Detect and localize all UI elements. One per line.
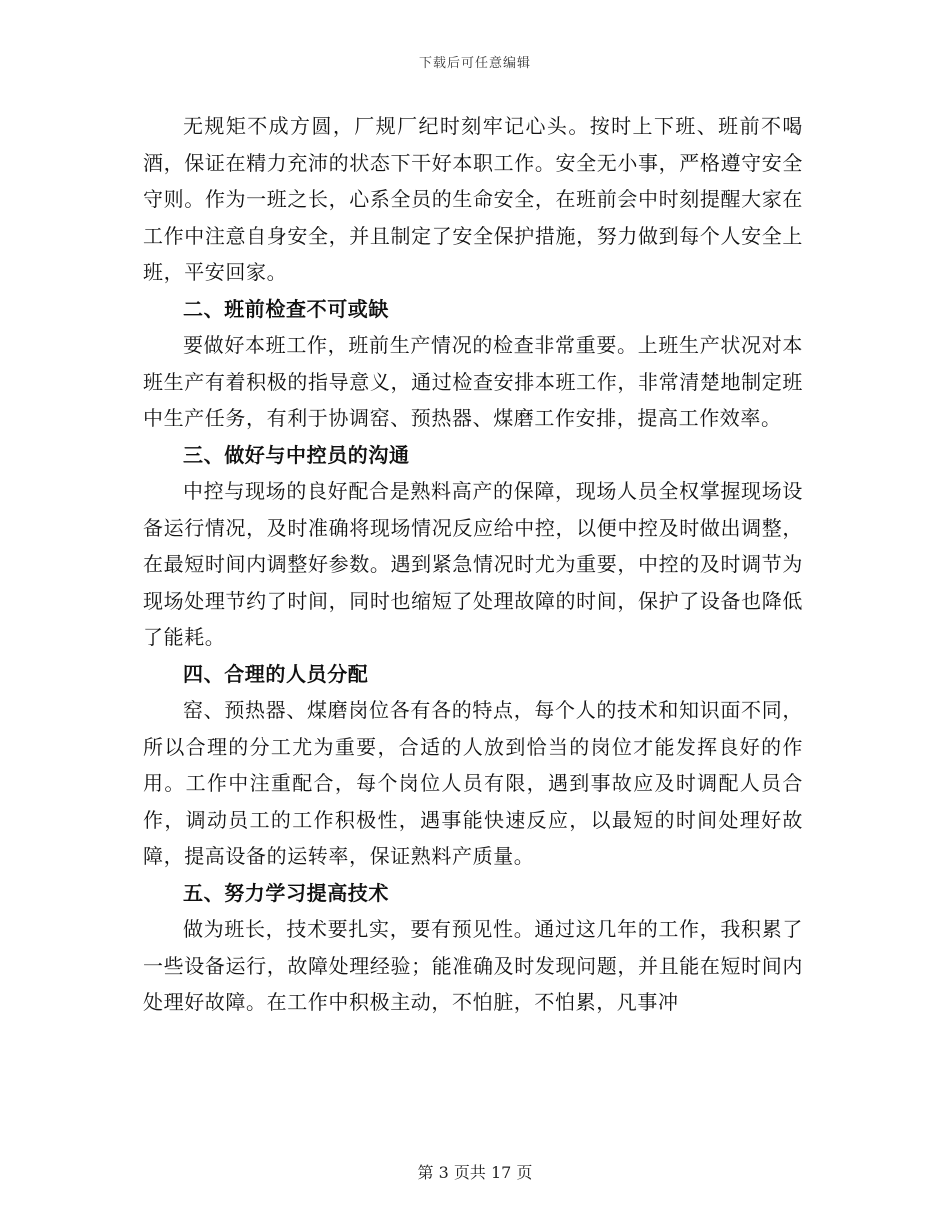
page-header-note: 下载后可任意编辑 <box>418 56 531 71</box>
document-body <box>143 108 803 1021</box>
section-heading-2: 二、班前检查不可或缺 <box>183 296 389 321</box>
paragraph-discipline: 无规矩不成方圆，厂规厂纪时刻牢记心头。按时上下班、班前不喝酒，保证在精力充沛的状态下干好本职工作。安全无小事，严格遵守安全守则。作为一班之长，心系全员的生命安全，在班前会中时刻提醒大家在工作中注意自身安全，并且制定了安全保护措施，努力做到每个人安全上班，平安回家。 <box>143 114 803 284</box>
section-heading-4: 四、合理的人员分配 <box>183 661 369 686</box>
paragraph-control-communication: 中控与现场的良好配合是熟料高产的保障，现场人员全权掌握现场设备运行情况，及时准确将现场情况反应给中控，以便中控及时做出调整，在最短时间内调整好参数。遇到紧急情况时尤为重要，中控的及时调节为现场处理节约了时间，同时也缩短了处理故障的时间，保护了设备也降低了能耗。 <box>143 479 803 649</box>
paragraph-pre-shift-check: 要做好本班工作，班前生产情况的检查非常重要。上班生产状况对本班生产有着积极的指导意义，通过检查安排本班工作，非常清楚地制定班中生产任务，有利于协调窑、预热器、煤磨工作安排，提高工作效率。 <box>143 333 803 430</box>
page-number: 第 3 页共 17 页 <box>417 1163 533 1182</box>
paragraph-skill-learning: 做为班长，技术要扎实，要有预见性。通过这几年的工作，我积累了一些设备运行，故障处理经验；能准确及时发现问题，并且能在短时间内处理好故障。在工作中积极主动，不怕脏，不怕累，凡事冲 <box>143 917 803 1014</box>
section-heading-5: 五、努力学习提高技术 <box>183 880 389 905</box>
paragraph-staff-allocation: 窑、预热器、煤磨岗位各有各的特点，每个人的技术和知识面不同，所以合理的分工尤为重要，合适的人放到恰当的岗位才能发挥良好的作用。工作中注重配合，每个岗位人员有限，遇到事故应及时调配人员合作，调动员工的工作积极性，遇事能快速反应，以最短的时间处理好故障，提高设备的运转率，保证熟料产质量。 <box>143 698 803 868</box>
section-heading-3: 三、做好与中控员的沟通 <box>183 442 410 467</box>
